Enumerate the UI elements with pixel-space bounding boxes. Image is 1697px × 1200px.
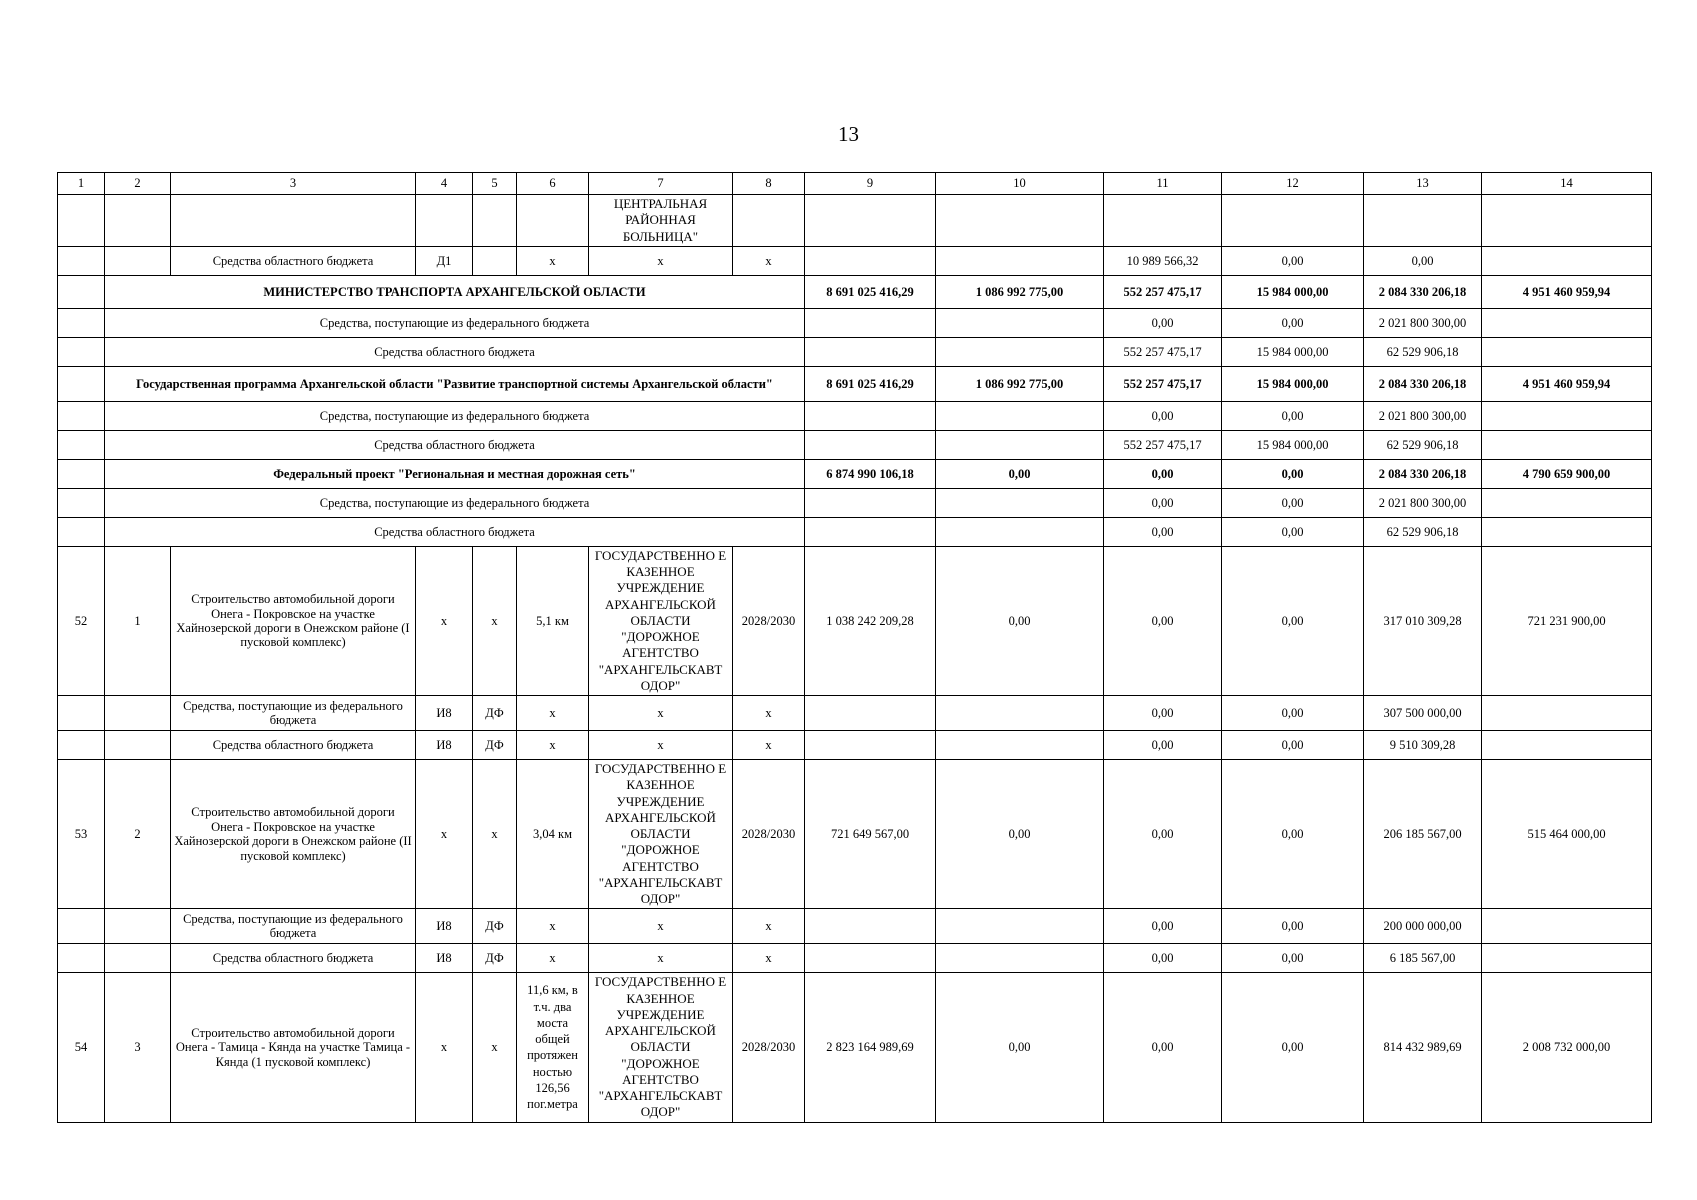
table-cell: 10 989 566,32 [1104,246,1222,275]
amount-cell: 8 691 025 416,29 [805,366,936,401]
table-cell [805,731,936,760]
summary-row [58,366,1652,401]
summary-row [58,275,1652,308]
table-cell: х [473,973,517,1122]
table-cell: 515 464 000,00 [1482,760,1652,909]
budget-table [57,172,1652,1123]
table-cell: И8 [416,944,473,973]
table-cell [1482,909,1652,944]
amount-cell: 0,00 [1222,488,1364,517]
summary-row [58,308,1652,337]
table-cell: 0,00 [1222,546,1364,695]
summary-row [58,517,1652,546]
table-cell: 0,00 [1104,546,1222,695]
table-cell: 0,00 [1222,944,1364,973]
table-cell: 2 823 164 989,69 [805,973,936,1122]
amount-cell: 552 257 475,17 [1104,275,1222,308]
table-cell [105,246,171,275]
column-number-header: 4 [416,173,473,195]
table-cell [58,366,105,401]
table-cell: И8 [416,696,473,731]
amount-cell: 15 984 000,00 [1222,337,1364,366]
table-cell: 0,00 [1222,246,1364,275]
summary-row [58,459,1652,488]
table-cell [58,517,105,546]
column-number-header: 7 [589,173,733,195]
table-cell: 0,00 [1222,696,1364,731]
table-cell: 54 [58,973,105,1122]
table-row [58,246,1652,275]
table-cell: Средства областного бюджета [171,731,416,760]
table-cell [1482,246,1652,275]
amount-cell [805,517,936,546]
table-cell [58,731,105,760]
table-cell [936,731,1104,760]
amount-cell: 4 951 460 959,94 [1482,275,1652,308]
table-cell: Д1 [416,246,473,275]
row-label: Средства областного бюджета [105,430,805,459]
amount-cell: 6 874 990 106,18 [805,459,936,488]
table-cell: 3,04 км [517,760,589,909]
table-cell: 721 231 900,00 [1482,546,1652,695]
table-cell: 206 185 567,00 [1364,760,1482,909]
table-cell: х [517,246,589,275]
summary-row [58,337,1652,366]
table-cell: Строительство автомобильной дороги Онега - Тамица - Кянда на участке Тамица - Кянда (1 пусковой комплекс) [171,973,416,1122]
table-cell: ГОСУДАРСТВЕННО Е КАЗЕННОЕ УЧРЕЖДЕНИЕ АРХАНГЕЛЬСКОЙ ОБЛАСТИ "ДОРОЖНОЕ АГЕНТСТВО "АРХАНГЕЛЬСКАВТ ОДОР" [589,973,733,1122]
amount-cell [805,430,936,459]
table-cell: 721 649 567,00 [805,760,936,909]
table-cell: х [733,696,805,731]
amount-cell [805,308,936,337]
table-cell: 2028/2030 [733,760,805,909]
table-cell: 0,00 [1104,909,1222,944]
amount-cell: 0,00 [1222,459,1364,488]
amount-cell: 4 790 659 900,00 [1482,459,1652,488]
column-number-header: 14 [1482,173,1652,195]
amount-cell: 0,00 [1104,459,1222,488]
column-number-header: 6 [517,173,589,195]
table-cell [1222,195,1364,247]
table-row [58,973,1652,1122]
table-cell: 11,6 км, в т.ч. два моста общей протяжен ностью 126,56 пог.метра [517,973,589,1122]
table-cell: 6 185 567,00 [1364,944,1482,973]
table-cell: 307 500 000,00 [1364,696,1482,731]
row-label: МИНИСТЕРСТВО ТРАНСПОРТА АРХАНГЕЛЬСКОЙ ОБЛАСТИ [105,275,805,308]
amount-cell [805,401,936,430]
table-cell [473,195,517,247]
table-cell: х [733,944,805,973]
table-cell [733,195,805,247]
table-cell: 0,00 [1364,246,1482,275]
table-cell: ЦЕНТРАЛЬНАЯ РАЙОННАЯ БОЛЬНИЦА" [589,195,733,247]
amount-cell: 0,00 [936,459,1104,488]
table-cell: 3 [105,973,171,1122]
table-cell: х [517,731,589,760]
table-cell [936,909,1104,944]
amount-cell [1482,517,1652,546]
column-number-header: 10 [936,173,1104,195]
table-cell: 5,1 км [517,546,589,695]
table-cell [416,195,473,247]
amount-cell: 4 951 460 959,94 [1482,366,1652,401]
table-cell: 0,00 [1104,696,1222,731]
amount-cell: 0,00 [1104,401,1222,430]
row-label: Средства областного бюджета [105,337,805,366]
table-cell: 0,00 [936,760,1104,909]
table-cell: х [416,973,473,1122]
table-cell [58,909,105,944]
table-cell: х [473,546,517,695]
table-cell: х [733,909,805,944]
amount-cell [936,488,1104,517]
column-number-header: 9 [805,173,936,195]
amount-cell [936,401,1104,430]
table-cell [58,308,105,337]
table-cell [58,246,105,275]
column-number-header: 11 [1104,173,1222,195]
table-cell: 53 [58,760,105,909]
amount-cell: 15 984 000,00 [1222,275,1364,308]
amount-cell: 2 084 330 206,18 [1364,275,1482,308]
table-row [58,546,1652,695]
amount-cell [805,337,936,366]
table-cell: 2028/2030 [733,973,805,1122]
amount-cell: 62 529 906,18 [1364,337,1482,366]
table-cell: ДФ [473,696,517,731]
amount-cell: 1 086 992 775,00 [936,366,1104,401]
table-cell [105,731,171,760]
amount-cell: 2 021 800 300,00 [1364,488,1482,517]
table-cell: х [517,944,589,973]
amount-cell: 0,00 [1222,401,1364,430]
table-cell: 2 [105,760,171,909]
amount-cell: 8 691 025 416,29 [805,275,936,308]
table-cell: 2028/2030 [733,546,805,695]
table-cell: 317 010 309,28 [1364,546,1482,695]
table-cell [1364,195,1482,247]
table-cell [105,195,171,247]
table-cell [805,944,936,973]
amount-cell: 15 984 000,00 [1222,430,1364,459]
amount-cell [1482,488,1652,517]
table-cell [805,246,936,275]
table-cell [1482,696,1652,731]
table-cell: ДФ [473,909,517,944]
table-cell: 0,00 [1104,973,1222,1122]
table-cell: 0,00 [1222,760,1364,909]
table-cell [58,488,105,517]
table-cell [936,696,1104,731]
table-row [58,760,1652,909]
table-cell: 0,00 [936,973,1104,1122]
table-cell [171,195,416,247]
amount-cell: 2 084 330 206,18 [1364,459,1482,488]
table-cell: х [473,760,517,909]
column-number-header: 1 [58,173,105,195]
table-cell [58,430,105,459]
header-row [58,173,1652,195]
summary-row [58,488,1652,517]
summary-row [58,430,1652,459]
table-cell [1104,195,1222,247]
row-label: Средства, поступающие из федерального бюджета [105,308,805,337]
table-row [58,195,1652,247]
amount-cell: 2 084 330 206,18 [1364,366,1482,401]
table-cell [58,401,105,430]
amount-cell: 15 984 000,00 [1222,366,1364,401]
row-label: Средства областного бюджета [105,517,805,546]
table-cell: 0,00 [1222,973,1364,1122]
table-cell: Средства, поступающие из федерального бюджета [171,696,416,731]
table-cell [58,195,105,247]
amount-cell: 552 257 475,17 [1104,430,1222,459]
amount-cell: 62 529 906,18 [1364,517,1482,546]
amount-cell: 1 086 992 775,00 [936,275,1104,308]
amount-cell [805,488,936,517]
table-cell: ГОСУДАРСТВЕННО Е КАЗЕННОЕ УЧРЕЖДЕНИЕ АРХАНГЕЛЬСКОЙ ОБЛАСТИ "ДОРОЖНОЕ АГЕНТСТВО "АРХАНГЕЛЬСКАВТ ОДОР" [589,760,733,909]
column-number-header: 2 [105,173,171,195]
table-cell: х [517,696,589,731]
amount-cell [1482,337,1652,366]
table-cell: 9 510 309,28 [1364,731,1482,760]
amount-cell [1482,401,1652,430]
table-cell: х [517,909,589,944]
table-cell [105,944,171,973]
table-cell: Средства областного бюджета [171,246,416,275]
table-cell [58,459,105,488]
amount-cell: 2 021 800 300,00 [1364,401,1482,430]
row-label: Средства, поступающие из федерального бюджета [105,401,805,430]
table-cell [105,696,171,731]
table-cell: ГОСУДАРСТВЕННО Е КАЗЕННОЕ УЧРЕЖДЕНИЕ АРХАНГЕЛЬСКОЙ ОБЛАСТИ "ДОРОЖНОЕ АГЕНТСТВО "АРХАНГЕЛЬСКАВТ ОДОР" [589,546,733,695]
table-cell: 0,00 [1104,731,1222,760]
amount-cell: 0,00 [1104,308,1222,337]
table-cell: 2 008 732 000,00 [1482,973,1652,1122]
row-label: Средства, поступающие из федерального бюджета [105,488,805,517]
table-cell: х [416,546,473,695]
table-cell [517,195,589,247]
table-cell: 0,00 [1104,944,1222,973]
table-cell: ДФ [473,944,517,973]
table-cell: ДФ [473,731,517,760]
amount-cell [1482,430,1652,459]
table-cell: 52 [58,546,105,695]
table-cell: И8 [416,909,473,944]
summary-row [58,401,1652,430]
amount-cell [936,337,1104,366]
amount-cell: 0,00 [1104,488,1222,517]
table-cell [805,909,936,944]
amount-cell [936,308,1104,337]
table-cell: х [416,760,473,909]
table-cell: 200 000 000,00 [1364,909,1482,944]
table-cell [58,696,105,731]
row-label: Федеральный проект "Региональная и местная дорожная сеть" [105,459,805,488]
column-number-header: 12 [1222,173,1364,195]
amount-cell: 0,00 [1104,517,1222,546]
table-cell: 814 432 989,69 [1364,973,1482,1122]
table-cell: 0,00 [1104,760,1222,909]
table-row [58,731,1652,760]
table-cell [1482,731,1652,760]
table-cell: х [589,731,733,760]
amount-cell: 552 257 475,17 [1104,366,1222,401]
table-cell [936,944,1104,973]
table-cell: И8 [416,731,473,760]
table-cell [473,246,517,275]
amount-cell [936,517,1104,546]
table-cell [58,337,105,366]
column-number-header: 3 [171,173,416,195]
amount-cell: 2 021 800 300,00 [1364,308,1482,337]
column-number-header: 5 [473,173,517,195]
table-row [58,696,1652,731]
column-number-header: 13 [1364,173,1482,195]
page-number: 13 [838,122,859,146]
table-cell: 1 038 242 209,28 [805,546,936,695]
table-cell: х [589,696,733,731]
table-cell: 0,00 [1222,731,1364,760]
table-cell [1482,195,1652,247]
amount-cell: 62 529 906,18 [1364,430,1482,459]
table-cell: 1 [105,546,171,695]
table-cell [58,275,105,308]
table-cell [805,195,936,247]
table-cell: х [589,909,733,944]
amount-cell: 552 257 475,17 [1104,337,1222,366]
table-cell: 0,00 [1222,909,1364,944]
amount-cell: 0,00 [1222,517,1364,546]
table-cell: х [733,246,805,275]
column-number-header: 8 [733,173,805,195]
table-cell: Строительство автомобильной дороги Онега - Покровское на участке Хайнозерской дороги в Онежском районе (II пусковой комплекс) [171,760,416,909]
table-cell: Строительство автомобильной дороги Онега - Покровское на участке Хайнозерской дороги в Онежском районе (I пусковой комплекс) [171,546,416,695]
table-cell [105,909,171,944]
table-row [58,909,1652,944]
table-cell: Средства областного бюджета [171,944,416,973]
table-cell [936,195,1104,247]
table-cell [58,944,105,973]
table-cell: 0,00 [936,546,1104,695]
table-cell: х [589,246,733,275]
row-label: Государственная программа Архангельской области "Развитие транспортной системы Архангельской области" [105,366,805,401]
amount-cell: 0,00 [1222,308,1364,337]
table-cell [936,246,1104,275]
amount-cell [1482,308,1652,337]
amount-cell [936,430,1104,459]
table-cell: х [733,731,805,760]
table-cell: Средства, поступающие из федерального бюджета [171,909,416,944]
table-row [58,944,1652,973]
table-cell [1482,944,1652,973]
table-cell: х [589,944,733,973]
table-cell [805,696,936,731]
